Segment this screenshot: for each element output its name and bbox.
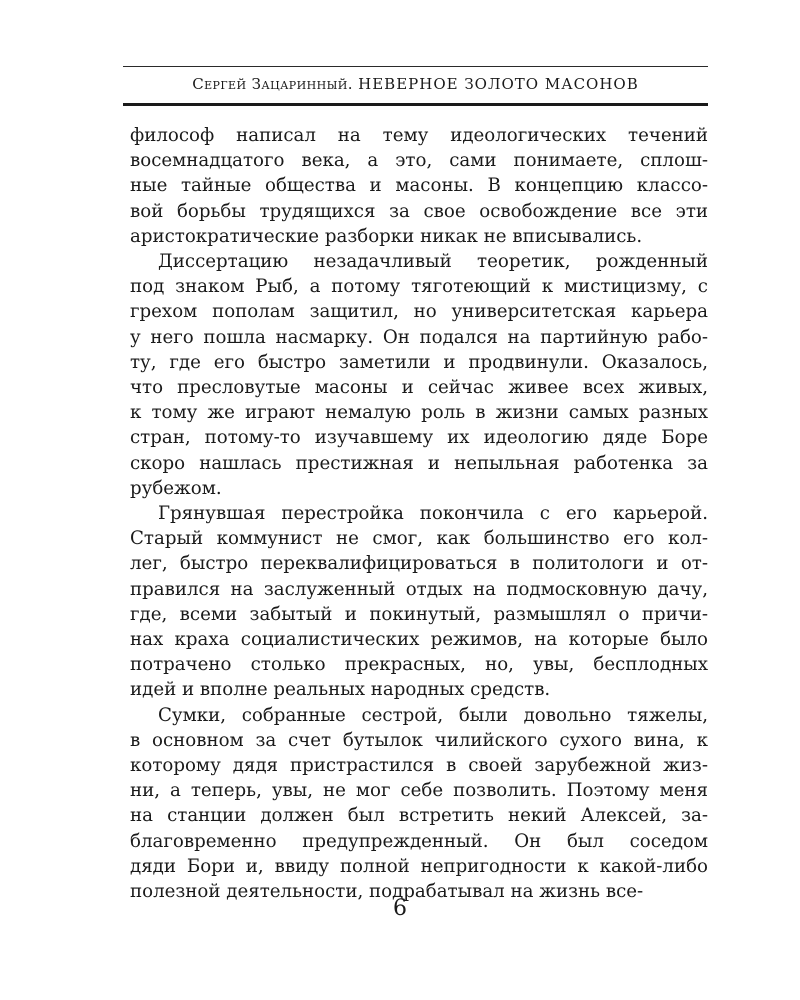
text-line: Старый коммунист не смог, как большинство его кол- bbox=[130, 528, 708, 550]
text-line: у него пошла насмарку. Он подался на партийную рабо- bbox=[130, 326, 708, 348]
text-line: философ написал на тему идеологических течений bbox=[130, 125, 708, 146]
body-text bbox=[130, 123, 708, 904]
text-line: аристократические разборки никак не вписывались. bbox=[130, 225, 643, 247]
text-line: потрачено столько прекрасных, но, увы, бесплодных bbox=[130, 654, 708, 676]
text-line: что пресловутые масоны и сейчас живее всех живых, bbox=[130, 377, 708, 399]
text-line: к тому же играют немалую роль в жизни самых разных bbox=[130, 402, 708, 424]
text-line: на станции должен был встретить некий Алексей, за- bbox=[130, 805, 708, 827]
text-line: рубежом. bbox=[130, 477, 222, 499]
paragraph bbox=[130, 249, 708, 501]
header-author: Сергей Зацаринный. bbox=[192, 75, 353, 93]
text-line: где, всеми забытый и покинутый, размышлял о причи- bbox=[130, 603, 708, 625]
header-bottom-rule bbox=[123, 103, 708, 106]
text-line: восемнадцатого века, а это, сами понимаете, сплош- bbox=[130, 150, 708, 172]
text-line: грехом пополам защитил, но университетская карьера bbox=[130, 301, 708, 323]
text-line: идей и вполне реальных народных средств. bbox=[130, 679, 551, 701]
text-line: вой борьбы трудящихся за свое освобождение все эти bbox=[130, 200, 708, 222]
text-line: стран, потому-то изучавшему их идеологию дяде Боре bbox=[130, 427, 708, 449]
text-line: Грянувшая перестройка покончила с его карьерой. bbox=[158, 503, 708, 525]
header-book-title: НЕВЕРНОЕ ЗОЛОТО МАСОНОВ bbox=[358, 75, 639, 93]
text-line: в основном за счет бутылок чилийского сухого вина, к bbox=[130, 729, 708, 751]
running-head-text bbox=[123, 67, 708, 103]
paragraph bbox=[130, 703, 708, 905]
text-line: полезной деятельности, подрабатывал на жизнь все- bbox=[130, 881, 644, 903]
text-line: благовременно предупрежденный. Он был соседом bbox=[130, 830, 708, 852]
paragraph bbox=[130, 501, 708, 703]
text-line: ту, где его быстро заметили и продвинули. Оказалось, bbox=[130, 351, 708, 373]
running-header bbox=[123, 66, 708, 106]
text-line: правился на заслуженный отдых на подмосковную дачу, bbox=[130, 578, 708, 600]
text-line: которому дядя пристрастился в своей зарубежной жиз- bbox=[130, 755, 708, 777]
text-line: под знаком Рыб, а потому тяготеющий к мистицизму, с bbox=[130, 276, 708, 298]
paragraph bbox=[130, 123, 708, 249]
text-line: нах краха социалистических режимов, на которые было bbox=[130, 629, 708, 651]
text-line: Сумки, собранные сестрой, были довольно тяжелы, bbox=[158, 704, 708, 726]
text-line: лег, быстро переквалифицироваться в политологи и от- bbox=[130, 553, 708, 575]
text-line: скоро нашлась престижная и непыльная работенка за bbox=[130, 452, 708, 474]
text-line: Диссертацию незадачливый теоретик, рожденный bbox=[158, 251, 708, 273]
page-number: 6 bbox=[393, 896, 407, 921]
text-line: дяди Бори и, ввиду полной непригодности к какой-либо bbox=[130, 855, 708, 877]
text-line: ни, а теперь, увы, не мог себе позволить. Поэтому меня bbox=[130, 780, 708, 802]
text-line: ные тайные общества и масоны. В концепцию классо- bbox=[130, 175, 708, 197]
